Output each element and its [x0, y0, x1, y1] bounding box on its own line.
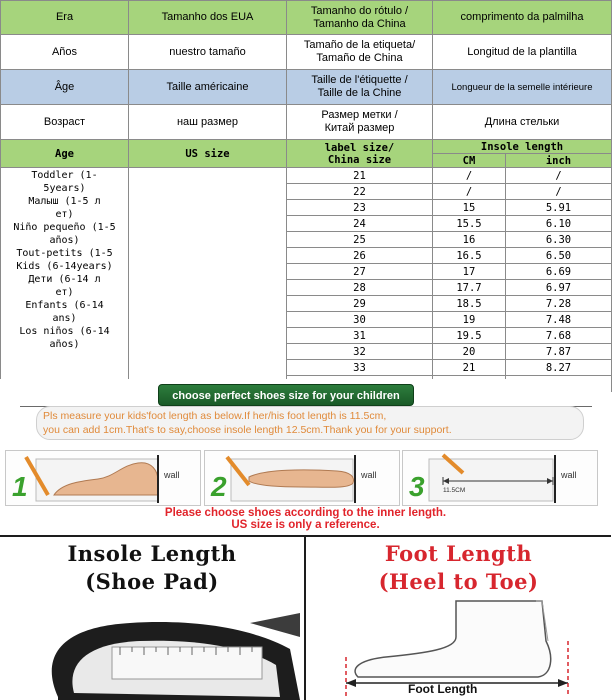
- inch-cell: 6.50: [506, 248, 612, 264]
- cm-cell: 17: [433, 264, 506, 280]
- header-cell: nuestro tamaño: [129, 35, 287, 70]
- age-groups-cell: [1, 168, 129, 392]
- measuring-guide: [0, 379, 611, 534]
- ruler-mark: 11.5CM: [443, 487, 466, 494]
- inch-cell: 6.30: [506, 232, 612, 248]
- inch-cell: 7.87: [506, 344, 612, 360]
- foot-subtitle: (Heel to Toe): [378, 569, 539, 594]
- cm-cell: 17.7: [433, 280, 506, 296]
- header-cell: Размер метки / Китай размер: [287, 105, 433, 140]
- age-group: Дети (6-14 л ет): [28, 274, 101, 298]
- header-cell: Taille de l'étiquette / Taille de la Chine: [287, 70, 433, 105]
- size-chart-header-row: [1, 140, 612, 154]
- label-cell: 29: [287, 296, 433, 312]
- step-number: 1: [12, 471, 28, 502]
- label-cell: 31: [287, 328, 433, 344]
- age-group: Enfants (6-14 ans): [25, 300, 104, 324]
- label-cell: 27: [287, 264, 433, 280]
- step-number: 2: [211, 471, 227, 502]
- warning-line: Please choose shoes according to the inner length.: [164, 507, 447, 519]
- cm-cell: 21: [433, 360, 506, 376]
- inch-cell: 7.48: [506, 312, 612, 328]
- step-number: 3: [409, 471, 425, 502]
- header-cell: Tamanho do rótulo / Tamanho da China: [287, 1, 433, 35]
- age-group: Kids (6-14years): [16, 261, 113, 272]
- guide-banner: choose perfect shoes size for your children: [158, 384, 414, 406]
- wall-label: wall: [561, 470, 577, 480]
- header-cell: Longueur de la semelle intérieure: [433, 70, 612, 105]
- inch-cell: 8.27: [506, 360, 612, 376]
- header-cell: Años: [1, 35, 129, 70]
- inch-cell: 5.91: [506, 200, 612, 216]
- cm-cell: 20: [433, 344, 506, 360]
- foot-length-panel: [306, 537, 611, 700]
- cm-column-header: CM: [433, 154, 506, 168]
- header-row-russian: [1, 105, 612, 140]
- label-cell: 33: [287, 360, 433, 376]
- insole-subtitle: (Shoe Pad): [85, 569, 219, 594]
- size-warning: [0, 507, 611, 531]
- label-cell: 26: [287, 248, 433, 264]
- size-row: [1, 168, 612, 184]
- age-column-header: Age: [1, 140, 129, 168]
- multilingual-header-table: [0, 0, 612, 140]
- foot-outline-diagram: [306, 537, 611, 700]
- header-cell: Taille américaine: [129, 70, 287, 105]
- cm-cell: 19.5: [433, 328, 506, 344]
- header-cell: Tamanho dos EUA: [129, 1, 287, 35]
- insole-length-column-header: Insole length: [433, 140, 612, 154]
- label-cell: 30: [287, 312, 433, 328]
- label-size-column-header: label size/ China size: [287, 140, 433, 168]
- age-group: Tout-petits (1-5: [16, 248, 113, 259]
- insole-foot-comparison: [0, 535, 611, 698]
- cm-cell: 18.5: [433, 296, 506, 312]
- cm-cell: 15: [433, 200, 506, 216]
- cm-cell: 16.5: [433, 248, 506, 264]
- cm-cell: /: [433, 184, 506, 200]
- inch-cell: 7.68: [506, 328, 612, 344]
- label-cell: 32: [287, 344, 433, 360]
- age-group: Los niños (6-14 años): [19, 326, 110, 350]
- us-size-column-header: US size: [129, 140, 287, 168]
- size-chart-table: [0, 139, 612, 392]
- inch-cell: 6.69: [506, 264, 612, 280]
- header-cell: Длина стельки: [433, 105, 612, 140]
- insole-length-panel: [0, 537, 306, 700]
- warning-line: US size is only a reference.: [231, 519, 380, 531]
- label-cell: 23: [287, 200, 433, 216]
- us-size-cell: [129, 168, 287, 392]
- inch-cell: 7.28: [506, 296, 612, 312]
- header-cell: Longitud de la plantilla: [433, 35, 612, 70]
- insole-title: Insole Length: [67, 541, 237, 566]
- header-cell: Era: [1, 1, 129, 35]
- header-cell: comprimento da palmilha: [433, 1, 612, 35]
- header-row-portuguese: [1, 1, 612, 35]
- age-group: Малыш (1-5 л ет): [28, 196, 101, 220]
- inch-cell: 6.97: [506, 280, 612, 296]
- label-cell: 25: [287, 232, 433, 248]
- header-cell: Âge: [1, 70, 129, 105]
- measure-step-2: [204, 450, 400, 506]
- measure-step-1: [5, 450, 201, 506]
- header-row-french: [1, 70, 612, 105]
- cm-cell: 19: [433, 312, 506, 328]
- label-cell: 28: [287, 280, 433, 296]
- inch-cell: /: [506, 168, 612, 184]
- inch-cell: /: [506, 184, 612, 200]
- insole-photo-icon: [0, 537, 306, 700]
- wall-label: wall: [361, 470, 377, 480]
- cm-cell: 15.5: [433, 216, 506, 232]
- measuring-instructions: [36, 406, 584, 440]
- header-row-spanish: [1, 35, 612, 70]
- wall-label: wall: [164, 470, 180, 480]
- age-group: Toddler (1- 5years): [31, 170, 98, 194]
- size-chart: [0, 139, 611, 379]
- inch-cell: 6.10: [506, 216, 612, 232]
- foot-length-label: Foot Length: [408, 682, 478, 696]
- label-cell: 22: [287, 184, 433, 200]
- header-cell: Tamaño de la etiqueta/ Tamaño de China: [287, 35, 433, 70]
- instruction-line: Pls measure your kids'foot length as below.If her/his foot length is 11.5cm,: [43, 410, 387, 422]
- measure-step-3: [402, 450, 598, 506]
- cm-cell: /: [433, 168, 506, 184]
- header-cell: наш размер: [129, 105, 287, 140]
- cm-cell: 16: [433, 232, 506, 248]
- instruction-line: you can add 1cm.That's to say,choose insole length 12.5cm.Thank you for your support.: [43, 424, 452, 436]
- age-group: Niño pequeño (1-5 años): [13, 222, 116, 246]
- label-cell: 24: [287, 216, 433, 232]
- label-cell: 21: [287, 168, 433, 184]
- inch-column-header: inch: [506, 154, 612, 168]
- foot-title: Foot Length: [384, 541, 533, 566]
- header-cell: Возраст: [1, 105, 129, 140]
